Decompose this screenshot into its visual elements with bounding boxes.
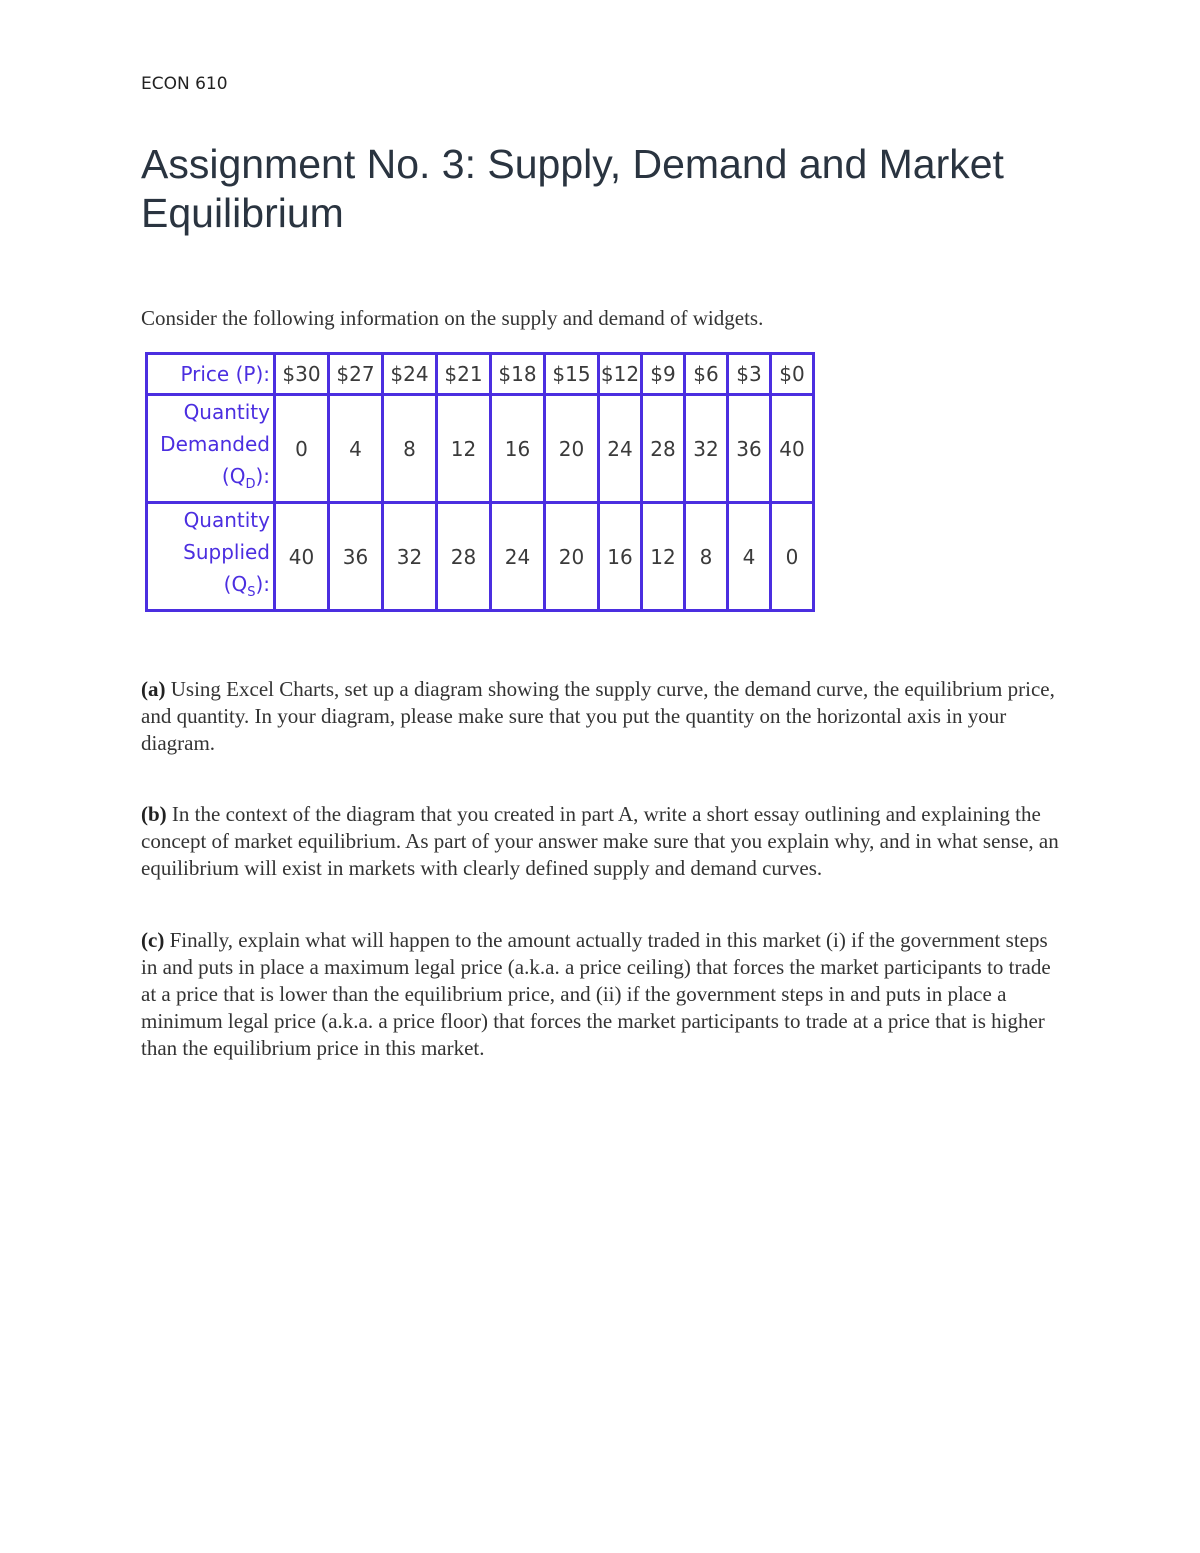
qd-cell: 16 — [491, 395, 545, 503]
intro-paragraph: Consider the following information on the supply and demand of widgets. — [141, 306, 764, 330]
qs-label-post: ): — [255, 572, 270, 596]
qs-cell: 4 — [728, 503, 771, 611]
course-code: ECON 610 — [141, 74, 228, 94]
price-cell: $0 — [771, 354, 814, 395]
qs-cell: 28 — [437, 503, 491, 611]
question-c-text: Finally, explain what will happen to the amount actually traded in this market (i) if the government steps in and puts in place a maximum legal price (a.k.a. a price ceiling) that forces the market participants to trade at a price that is lower than the equilibrium price, and (ii) if the government steps in and puts in place a minimum legal price (a.k.a. a price floor) that forces the market participants to trade at a price that is higher than the equilibrium price in this market. — [141, 928, 1051, 1060]
question-c — [141, 927, 1061, 1062]
quantity-supplied-row — [147, 503, 814, 611]
assignment-title: Assignment No. 3: Supply, Demand and Market Equilibrium — [141, 141, 1004, 236]
price-cell: $12 — [599, 354, 642, 395]
qs-label-pre: (Q — [223, 572, 248, 596]
price-cell: $3 — [728, 354, 771, 395]
qs-cell: 36 — [329, 503, 383, 611]
qd-cell: 12 — [437, 395, 491, 503]
qs-label-sub: S — [247, 585, 256, 600]
question-a-text: Using Excel Charts, set up a diagram showing the supply curve, the demand curve, the equilibrium price, and quantity. In your diagram, please make sure that you put the quantity on the horizontal axis in your diagram. — [141, 677, 1055, 755]
qd-label-line1: Quantity — [183, 400, 270, 424]
price-cell: $15 — [545, 354, 599, 395]
quantity-supplied-label — [147, 503, 275, 611]
qd-cell: 36 — [728, 395, 771, 503]
qs-label-line2: Supplied — [183, 540, 270, 564]
qd-cell: 24 — [599, 395, 642, 503]
price-cell: $24 — [383, 354, 437, 395]
qs-label-line1: Quantity — [183, 508, 270, 532]
qd-label-pre: (Q — [221, 464, 246, 488]
qd-label-post: ): — [255, 464, 270, 488]
price-row — [147, 354, 814, 395]
qd-label-sub: D — [245, 477, 256, 492]
qs-cell: 24 — [491, 503, 545, 611]
qs-cell: 32 — [383, 503, 437, 611]
qd-cell: 32 — [685, 395, 728, 503]
price-cell: $30 — [275, 354, 329, 395]
qd-cell: 40 — [771, 395, 814, 503]
qs-cell: 12 — [642, 503, 685, 611]
price-label: Price (P): — [147, 354, 275, 395]
question-b-label: (b) — [141, 802, 167, 826]
qs-cell: 0 — [771, 503, 814, 611]
price-cell: $21 — [437, 354, 491, 395]
qs-cell: 20 — [545, 503, 599, 611]
price-cell: $27 — [329, 354, 383, 395]
quantity-demanded-row — [147, 395, 814, 503]
question-b — [141, 801, 1061, 882]
quantity-demanded-label — [147, 395, 275, 503]
question-a-label: (a) — [141, 677, 166, 701]
question-a — [141, 676, 1061, 757]
question-c-label: (c) — [141, 928, 165, 952]
qd-cell: 0 — [275, 395, 329, 503]
qd-cell: 8 — [383, 395, 437, 503]
qd-cell: 4 — [329, 395, 383, 503]
price-cell: $6 — [685, 354, 728, 395]
qd-cell: 20 — [545, 395, 599, 503]
question-b-text: In the context of the diagram that you created in part A, write a short essay outlining and explaining the concept of market equilibrium. As part of your answer make sure that you explain why, and in what sense, an equilibrium will exist in markets with clearly defined supply and demand curves. — [141, 802, 1059, 880]
price-cell: $9 — [642, 354, 685, 395]
qd-label-line2: Demanded — [160, 432, 270, 456]
qs-cell: 8 — [685, 503, 728, 611]
qs-cell: 16 — [599, 503, 642, 611]
supply-demand-table — [145, 352, 815, 612]
price-cell: $18 — [491, 354, 545, 395]
qs-cell: 40 — [275, 503, 329, 611]
qd-cell: 28 — [642, 395, 685, 503]
